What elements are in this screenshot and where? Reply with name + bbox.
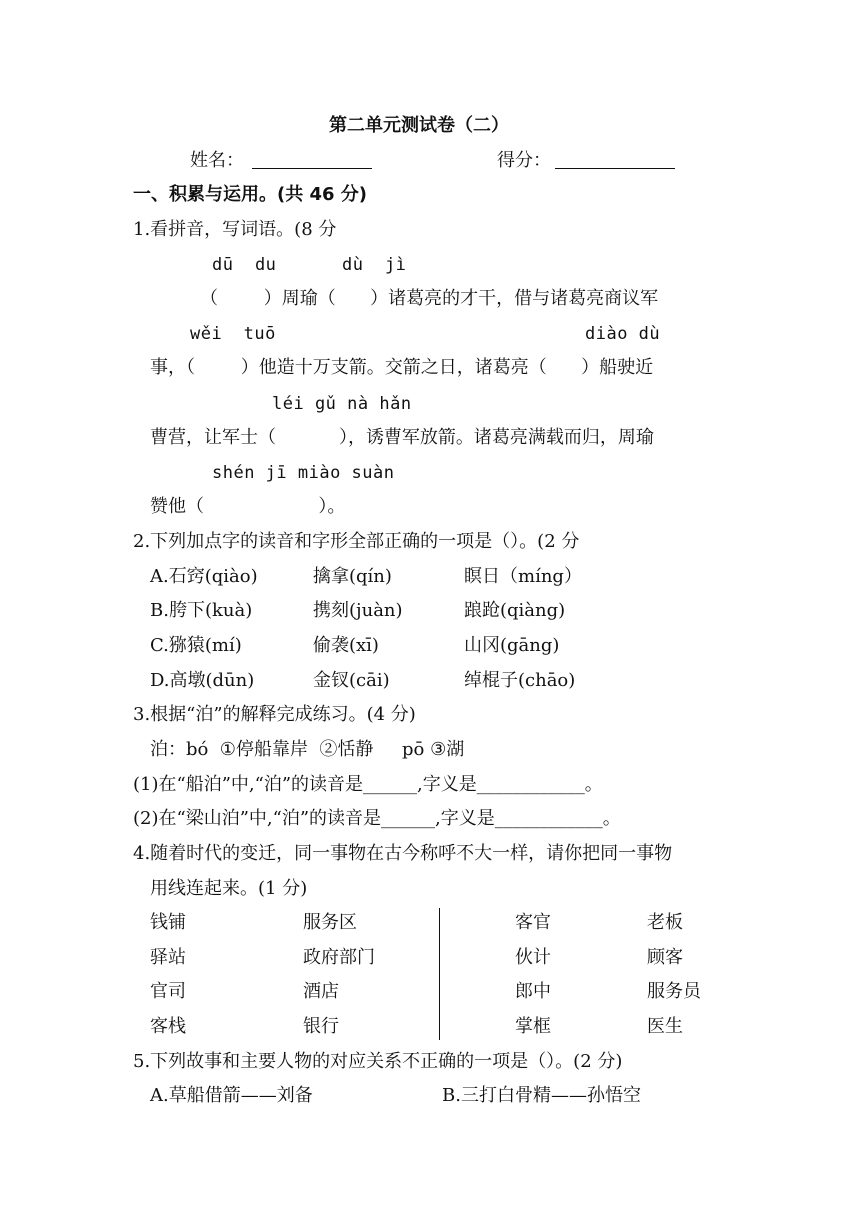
q1-line-1: （ ）周瑜（ ）诸葛亮的才干，借与诸葛亮商议军 bbox=[200, 288, 659, 309]
q3-definition: 泊：bó ①停船靠岸 ②恬静 pō ③湖 bbox=[150, 739, 465, 760]
match-left-a-3[interactable]: 官司 bbox=[150, 981, 186, 1002]
q3-sub-1: (1)在“船泊”中,“泊”的读音是______,字义是____________。 bbox=[133, 774, 603, 795]
q5-option-a: A.草船借箭——刘备 bbox=[150, 1085, 313, 1106]
q2-option-c-2: 偷袭(xī) bbox=[313, 635, 379, 656]
q2-option-c-1: C.猕猿(mí) bbox=[150, 635, 242, 656]
pinyin-dudu: dū du bbox=[212, 255, 277, 275]
score-label: 得分： bbox=[497, 150, 551, 171]
q3-sub-2: (2)在“梁山泊”中,“泊”的读音是______,字义是____________。 bbox=[133, 808, 621, 829]
question-4-prompt: 4.随着时代的变迁，同一事物在古今称呼不大一样，请你把同一事物 bbox=[133, 843, 673, 864]
q1-line-3: 曹营，让军士（ ），诱曹军放箭。诸葛亮满载而归，周瑜 bbox=[150, 427, 654, 448]
pinyin-leigunahan: léi gǔ nà hǎn bbox=[272, 394, 412, 414]
score-blank[interactable] bbox=[555, 168, 675, 169]
q2-option-a-3: 瞑日（míng） bbox=[464, 566, 582, 587]
pinyin-diaodu: diào dù bbox=[585, 324, 661, 344]
pinyin-shenjimiaosuan: shén jī miào suàn bbox=[212, 463, 395, 483]
pinyin-weituo: wěi tuō bbox=[190, 324, 276, 344]
match-left-a-2[interactable]: 驿站 bbox=[150, 947, 186, 968]
q2-option-d-2: 金钗(cāi) bbox=[313, 670, 390, 691]
q2-option-a-2: 擒拿(qín) bbox=[313, 566, 392, 587]
match-left-b-1[interactable]: 服务区 bbox=[303, 912, 357, 933]
q2-option-b-1: B.胯下(kuà) bbox=[150, 600, 253, 621]
name-blank[interactable] bbox=[252, 168, 372, 169]
q2-option-d-1: D.高墩(dūn) bbox=[150, 670, 255, 691]
name-label: 姓名： bbox=[190, 150, 244, 171]
question-4-prompt-cont: 用线连起来。(1 分) bbox=[150, 878, 308, 899]
q2-option-b-3: 踉跄(qiàng) bbox=[464, 600, 566, 621]
match-right-b-4[interactable]: 医生 bbox=[647, 1016, 683, 1037]
q1-line-4: 赞他（ ）。 bbox=[150, 496, 346, 517]
match-right-b-3[interactable]: 服务员 bbox=[647, 981, 701, 1002]
match-left-a-4[interactable]: 客栈 bbox=[150, 1016, 186, 1037]
match-right-b-1[interactable]: 老板 bbox=[647, 912, 683, 933]
pinyin-duji: dù jì bbox=[342, 255, 407, 275]
q2-option-b-2: 携刻(juàn) bbox=[313, 600, 403, 621]
match-right-b-2[interactable]: 顾客 bbox=[647, 947, 683, 968]
match-left-b-4[interactable]: 银行 bbox=[303, 1016, 339, 1037]
match-left-a-1[interactable]: 钱铺 bbox=[150, 912, 186, 933]
match-right-a-2[interactable]: 伙计 bbox=[515, 947, 551, 968]
match-left-b-2[interactable]: 政府部门 bbox=[303, 947, 375, 968]
question-2-prompt: 2.下列加点字的读音和字形全部正确的一项是（）。(2 分 bbox=[133, 531, 580, 552]
question-1-prompt: 1.看拼音，写词语。(8 分 bbox=[133, 219, 337, 240]
q1-line-2: 事，（ ）他造十万支箭。交箭之日，诸葛亮（ ）船驶近 bbox=[150, 357, 654, 378]
section-heading: 一、积累与运用。(共 46 分) bbox=[133, 184, 368, 205]
q2-option-d-3: 绰棍子(chāo) bbox=[464, 670, 576, 691]
match-right-a-1[interactable]: 客官 bbox=[515, 912, 551, 933]
match-right-a-3[interactable]: 郎中 bbox=[515, 981, 551, 1002]
page-title: 第二单元测试卷（二） bbox=[329, 115, 509, 136]
match-left-b-3[interactable]: 酒店 bbox=[303, 981, 339, 1002]
q5-option-b: B.三打白骨精——孙悟空 bbox=[442, 1085, 641, 1106]
q2-option-a-1: A.石窍(qiào) bbox=[150, 566, 258, 587]
q2-option-c-3: 山冈(gāng) bbox=[464, 635, 560, 656]
column-divider bbox=[439, 908, 440, 1040]
question-5-prompt: 5.下列故事和主要人物的对应关系不正确的一项是（）。(2 分) bbox=[133, 1051, 623, 1072]
match-right-a-4[interactable]: 掌框 bbox=[515, 1016, 551, 1037]
question-3-prompt: 3.根据“泊”的解释完成练习。(4 分) bbox=[133, 704, 416, 725]
